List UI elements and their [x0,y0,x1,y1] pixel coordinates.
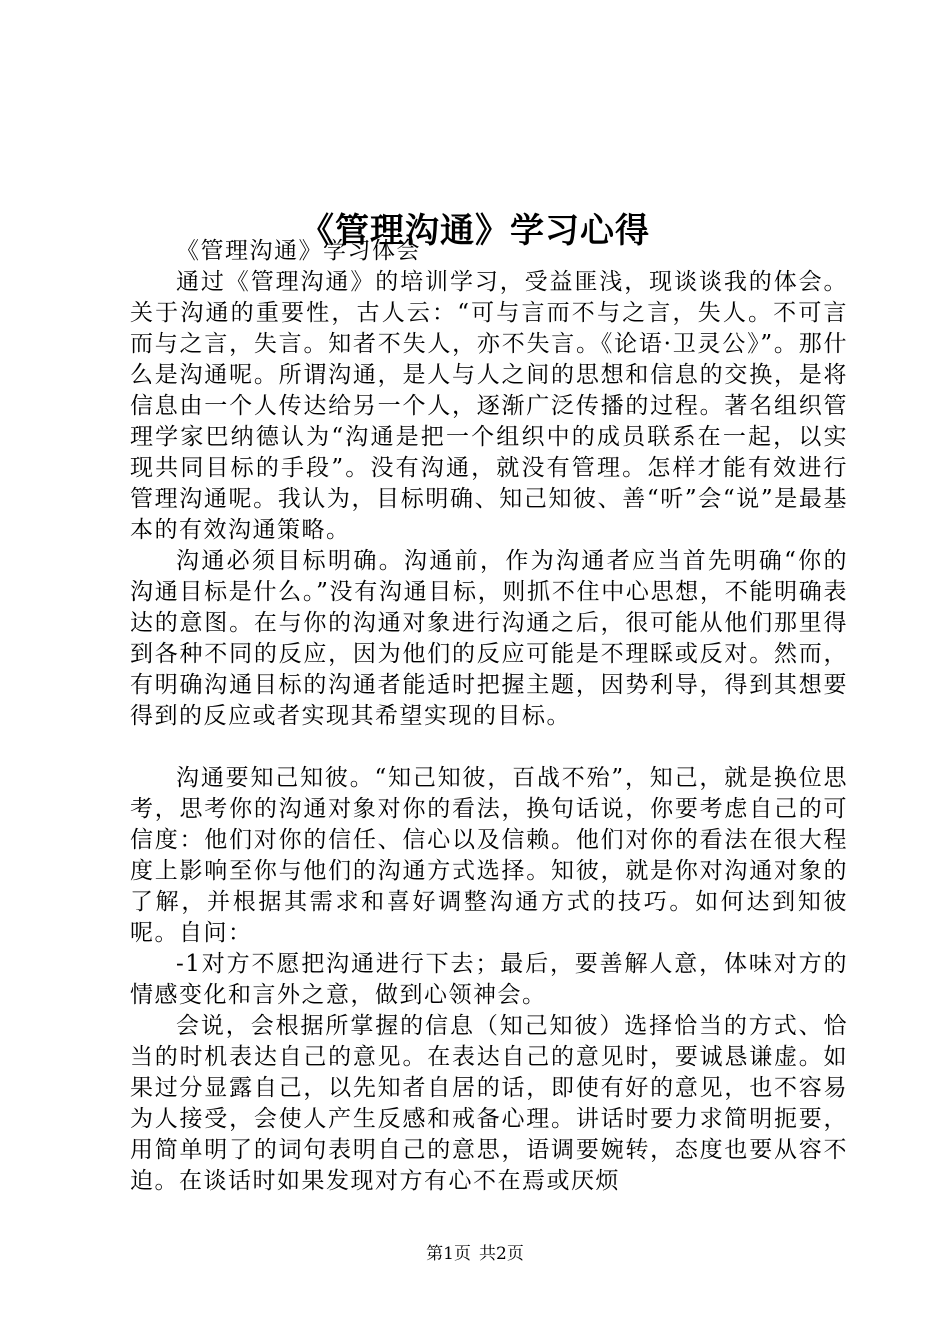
page-footer [0,1243,950,1265]
document-title: 《管理沟通》学习心得 [300,210,650,251]
document-subtitle: 《管理沟通》学习体会 [176,238,421,264]
page-total: 共2页 [479,1244,524,1264]
page-number: 第1页 [426,1244,471,1264]
paragraph-intro: 通过《管理沟通》的培训学习，受益匪浅，现谈谈我的体会。关于沟通的重要性，古人云：“可与言而不与之言，失人。不可言而与之言，失言。知者不失人，亦不失言。《论语·卫灵公》”。那什么是沟通呢。所谓沟通，是人与人之间的思想和信息的交换，是将信息由一个人传达给另一个人，逐渐广泛传播的过程。著名组织管理学家巴纳德认为“沟通是把一个组织中的成员联系在一起，以实现共同目标的手段”。没有沟通，就没有管理。怎样才能有效进行管理沟通呢。我认为，目标明确、知己知彼、善“听”会“说”是最基本的有效沟通策略。 [130,269,848,543]
document-body [130,236,848,1197]
paragraph-clear-goal: 沟通必须目标明确。沟通前，作为沟通者应当首先明确“你的沟通目标是什么。”没有沟通目标，则抓不住中心思想，不能明确表达的意图。在与你的沟通对象进行沟通之后，很可能从他们那里得到各种不同的反应，因为他们的反应可能是不理睬或反对。然而，有明确沟通目标的沟通者能适时把握主题，因势利导，得到其想要得到的反应或者实现其希望实现的目标。 [130,548,848,729]
paragraph-speaking: 会说，会根据所掌握的信息（知己知彼）选择恰当的方式、恰当的时机表达自己的意见。在表达自己的意见时，要诚恳谦虚。如果过分显露自己，以先知者自居的话，即使有好的意见，也不容易为人接受，会使人产生反感和戒备心理。讲话时要力求简明扼要，用简单明了的词句表明自己的意思，语调要婉转，态度也要从容不迫。在谈话时如果发现对方有心不在焉或厌烦 [130,1013,848,1194]
paragraph-know-yourself: 沟通要知己知彼。“知己知彼，百战不殆”，知己，就是换位思考，思考你的沟通对象对你的看法，换句话说，你要考虑自己的可信度：他们对你的信任、信心以及信赖。他们对你的看法在很大程度上影响至你与他们的沟通方式选择。知彼，就是你对沟通对象的了解，并根据其需求和喜好调整沟通方式的技巧。如何达到知彼呢。自问： [130,765,848,946]
paragraph-fragment: -1对方不愿把沟通进行下去；最后，要善解人意，体味对方的情感变化和言外之意，做到心领神会。 [130,951,848,1008]
